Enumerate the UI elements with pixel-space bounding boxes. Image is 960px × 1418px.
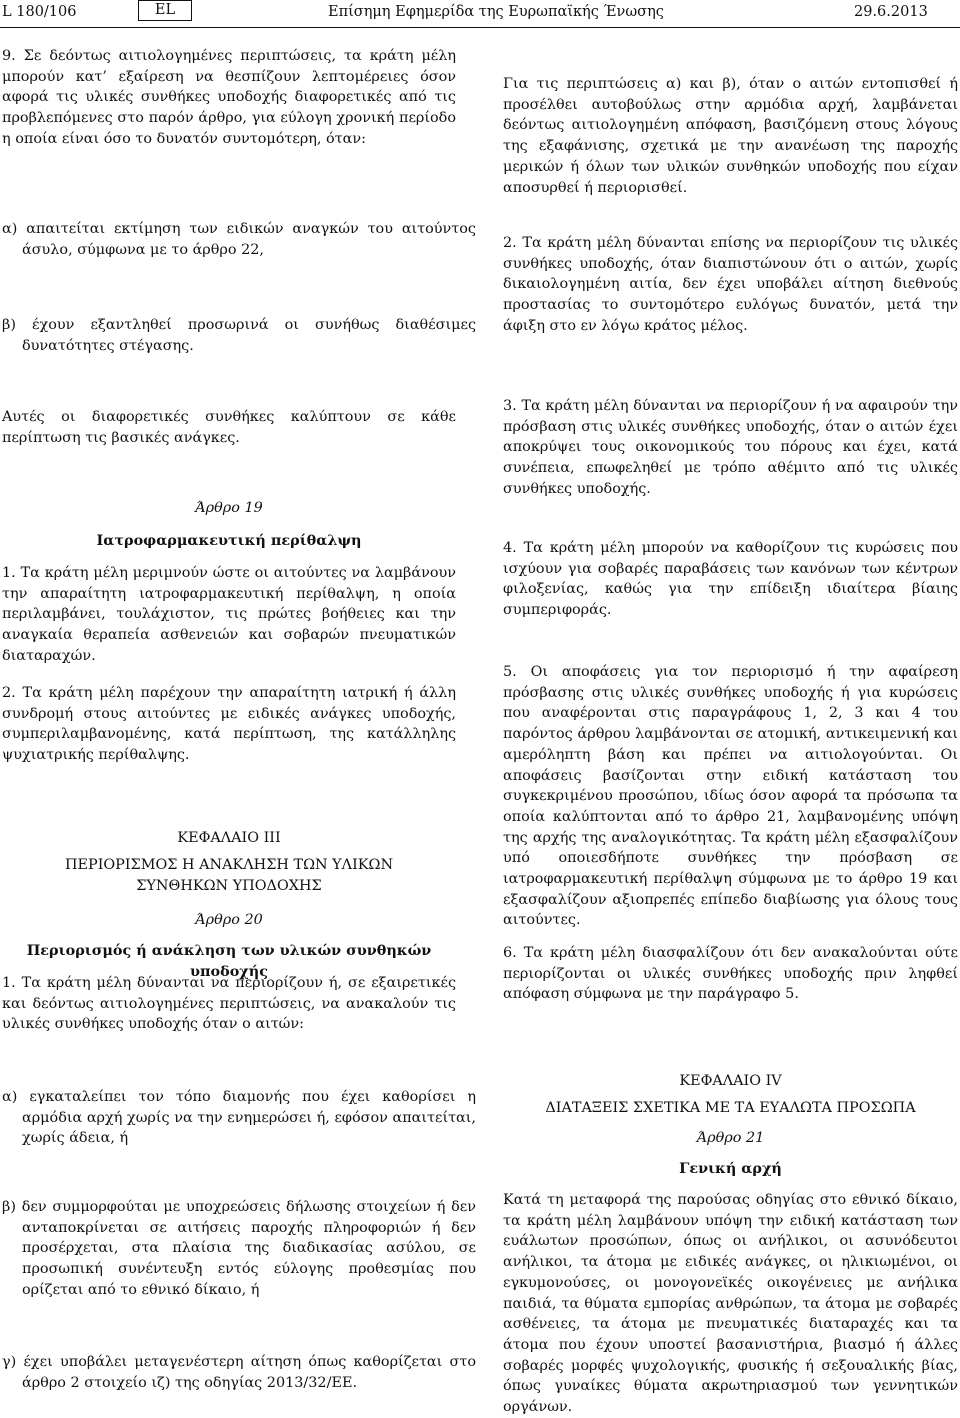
article-21-title: Γενική αρχή <box>679 1160 782 1177</box>
article-20-title: Περιορισμός ή ανάκληση των υλικών συνθηκών υποδοχής <box>26 942 432 980</box>
issue-date: 29.6.2013 <box>854 4 928 20</box>
article-20-item-b: β) δεν συμμορφούται με υποχρεώσεις δήλωσης στοιχείων ή δεν ανταποκρίνεται σε αιτήσεις παροχής πληροφοριών ή δεν προσέρχεται, στα πλαίσια της διαδικασίας ασύλου, σε προσωπική συνέντευξη εντός εύλογης προθεσμίας που ορίζεται από το εθνικό δίκαιο, ή <box>2 1199 476 1298</box>
article-20-heading: Άρθρο 20 <box>195 912 263 928</box>
chapter-4-title: ΔΙΑΤΑΞΕΙΣ ΣΧΕΤΙΚΑ ΜΕ ΤΑ ΕΥΑΛΩΤΑ ΠΡΟΣΩΠΑ <box>545 1100 916 1116</box>
article-20-paragraph-5: 5. Οι αποφάσεις για τον περιορισμό ή την αφαίρεση πρόσβασης στις υλικές συνθήκες υποδοχής ή για κυρώσεις που αναφέρονται στις παραγράφους 1, 2, 3 και 4 του παρόντος άρθρου λαμβάνονται σε ατομική, αντικειμενική και αμερόληπτη βάση και πρέπει να αιτιολογούνται. Οι αποφάσεις βασίζονται στην ειδική κατάσταση του συγκεκριμένου προσώπου, ιδίως όσον αφορά τα πρόσωπα τα οποία καλύπτονται από το άρθρο 21, λαμβανομένης υπόψη της αρχής της αναλογικότητας. Τα κράτη μέλη εξασφαλίζουν υπό οποιεσδήποτε συνθήκες την πρόσβαση σε ιατροφαρμακευτική περίθαλψη σύμφωνα με το άρθρο 19 και εξασφαλίζουν αξιοπρεπές επίπεδο διαβίωσης για όλους τους αιτούντες. <box>503 664 958 929</box>
article-20-paragraph-4: 4. Τα κράτη μέλη μπορούν να καθορίζουν τις κυρώσεις που ισχύουν για σοβαρές παραβάσεις των κανόνων των κέντρων φιλοξενίας, καθώς για την επίδειξη ιδιαίτερα βίαιης συμπεριφοράς. <box>503 540 958 619</box>
article-20-item-c: γ) έχει υποβάλει μεταγενέστερη αίτηση όπως καθορίζεται στο άρθρο 2 στοιχείο ιζ) της οδηγίας 2013/32/ΕΕ. <box>2 1354 476 1391</box>
page-reference: L 180/106 <box>2 4 77 20</box>
paragraph-basic-needs: Αυτές οι διαφορετικές συνθήκες καλύπτουν σε κάθε περίπτωση τις βασικές ανάγκες. <box>2 409 456 446</box>
chapter-4-heading: ΚΕΦΑΛΑΙΟ IV <box>679 1073 782 1089</box>
chapter-3-heading: ΚΕΦΑΛΑΙΟ III <box>177 830 281 846</box>
chapter-3-title: ΠΕΡΙΟΡΙΣΜΟΣ Η ΑΝΑΚΛΗΣΗ ΤΩΝ ΥΛΙΚΩΝ ΣΥΝΘΗΚΩΝ ΥΠΟΔΟΧΗΣ <box>64 857 394 894</box>
paragraph-cases-a-b: Για τις περιπτώσεις α) και β), όταν ο αιτών εντοπισθεί ή προσέλθει αυτοβούλως στην αρμόδια αρχή, λαμβάνεται δεόντως αιτιολογημένη απόφαση, βασιζόμενη στους λόγους της εξαφάνισης, σχετικά με την ανανέωση της παροχής μερικών ή όλων των υλικών συνθηκών υποδοχής που είχαν αποσυρθεί ή περιορισθεί. <box>503 76 958 196</box>
article-19-title: Ιατροφαρμακευτική περίθαλψη <box>96 532 362 549</box>
article-21-paragraph: Κατά τη μεταφορά της παρούσας οδηγίας στο εθνικό δίκαιο, τα κράτη μέλη λαμβάνουν υπόψη την ειδική κατάσταση των ευάλωτων προσώπων, όπως οι ανήλικοι, οι ασυνόδευτοι ανήλικοι, τα άτομα με ειδικές ανάγκες, οι ηλικιωμένοι, οι εγκυμονούσες, οι μονογονεϊκές οικογένειες με ανήλικα παιδιά, τα θύματα εμπορίας ανθρώπων, τα άτομα με σοβαρές ασθένειες, τα άτομα με πνευματικές διαταραχές και τα άτομα που έχουν υποστεί βασανιστήρια, βιασμό ή άλλες σοβαρές μορφές ψυχολογικής, φυσικής ή σεξουαλικής βίας, όπως γυναίκες θύματα ακρωτηριασμού των γεννητικών οργάνων. <box>503 1192 958 1416</box>
list-item-a: α) απαιτείται εκτίμηση των ειδικών αναγκών του αιτούντος άσυλο, σύμφωνα με το άρθρο 22, <box>2 221 476 258</box>
page-header <box>0 0 960 24</box>
article-20-paragraph-1: 1. Τα κράτη μέλη δύνανται να περιορίζουν ή, σε εξαιρετικές και δεόντως αιτιολογημένες περιπτώσεις, να ανακαλούν τις υλικές συνθήκες υποδοχής όταν ο αιτών: <box>2 975 456 1033</box>
article-21-heading: Άρθρο 21 <box>696 1130 765 1146</box>
article-20-paragraph-6: 6. Τα κράτη μέλη διασφαλίζουν ότι δεν ανακαλούνται ούτε περιορίζονται οι υλικές συνθήκες υποδοχής πριν ληφθεί απόφαση σύμφωνα με την παράγραφο 5. <box>503 945 958 1003</box>
article-20-paragraph-2: 2. Τα κράτη μέλη δύνανται επίσης να περιορίζουν τις υλικές συνθήκες υποδοχής, όταν διαπιστώνουν ότι ο αιτών, χωρίς δικαιολογημένη αιτία, δεν έχει υποβάλει αίτηση διεθνούς προστασίας το συντομότερο ευλόγως δυνατόν, μετά την άφιξη στο εν λόγω κράτος μέλος. <box>503 235 958 334</box>
article-19-paragraph-2: 2. Τα κράτη μέλη παρέχουν την απαραίτητη ιατρική ή άλλη συνδρομή στους αιτούντες με ειδικές ανάγκες υποδοχής, συμπεριλαμβανομένης, κατά περίπτωση, της κατάλληλης ψυχιατρικής περίθαλψης. <box>2 685 456 764</box>
article-19-heading: Άρθρο 19 <box>195 500 263 516</box>
list-item-b: β) έχουν εξαντληθεί προσωρινά οι συνήθως διαθέσιμες δυνατότητες στέγασης. <box>2 317 476 354</box>
header-rule <box>0 27 960 28</box>
article-20-item-a: α) εγκαταλείπει τον τόπο διαμονής που έχει καθορίσει η αρμόδια αρχή χωρίς να την ενημερώσει ή, εφόσον απαιτείται, χωρίς άδεια, ή <box>2 1089 476 1147</box>
language-badge: EL <box>138 0 192 21</box>
journal-title: Επίσημη Εφημερίδα της Ευρωπαϊκής Ένωσης <box>328 4 664 20</box>
paragraph-9: 9. Σε δεόντως αιτιολογημένες περιπτώσεις, τα κράτη μέλη μπορούν κατ’ εξαίρεση να θεσπίζουν λεπτομέρειες όσον αφορά τις υλικές συνθήκες υποδοχής διαφορετικές από τις προβλεπόμενες στο παρόν άρθρο, για εύλογη χρονική περίοδο η οποία είναι όσο το δυνατόν συντομότερη, όταν: <box>2 48 456 147</box>
article-20-paragraph-3: 3. Τα κράτη μέλη δύνανται να περιορίζουν ή να αφαιρούν την πρόσβαση στις υλικές συνθήκες υποδοχής, όταν ο αιτών έχει αποκρύψει τους οικονομικούς του πόρους και έχει, κατά συνέπεια, επωφεληθεί με τρόπο αθέμιτο από τις υλικές συνθήκες υποδοχής. <box>503 398 958 497</box>
article-19-paragraph-1: 1. Τα κράτη μέλη μεριμνούν ώστε οι αιτούντες να λαμβάνουν την απαραίτητη ιατροφαρμακευτική περίθαλψη, η οποία περιλαμβάνει, τουλάχιστον, τις πρώτες βοήθειες και την αναγκαία θεραπεία ασθενειών και σοβαρών πνευματικών διαταραχών. <box>2 565 456 664</box>
